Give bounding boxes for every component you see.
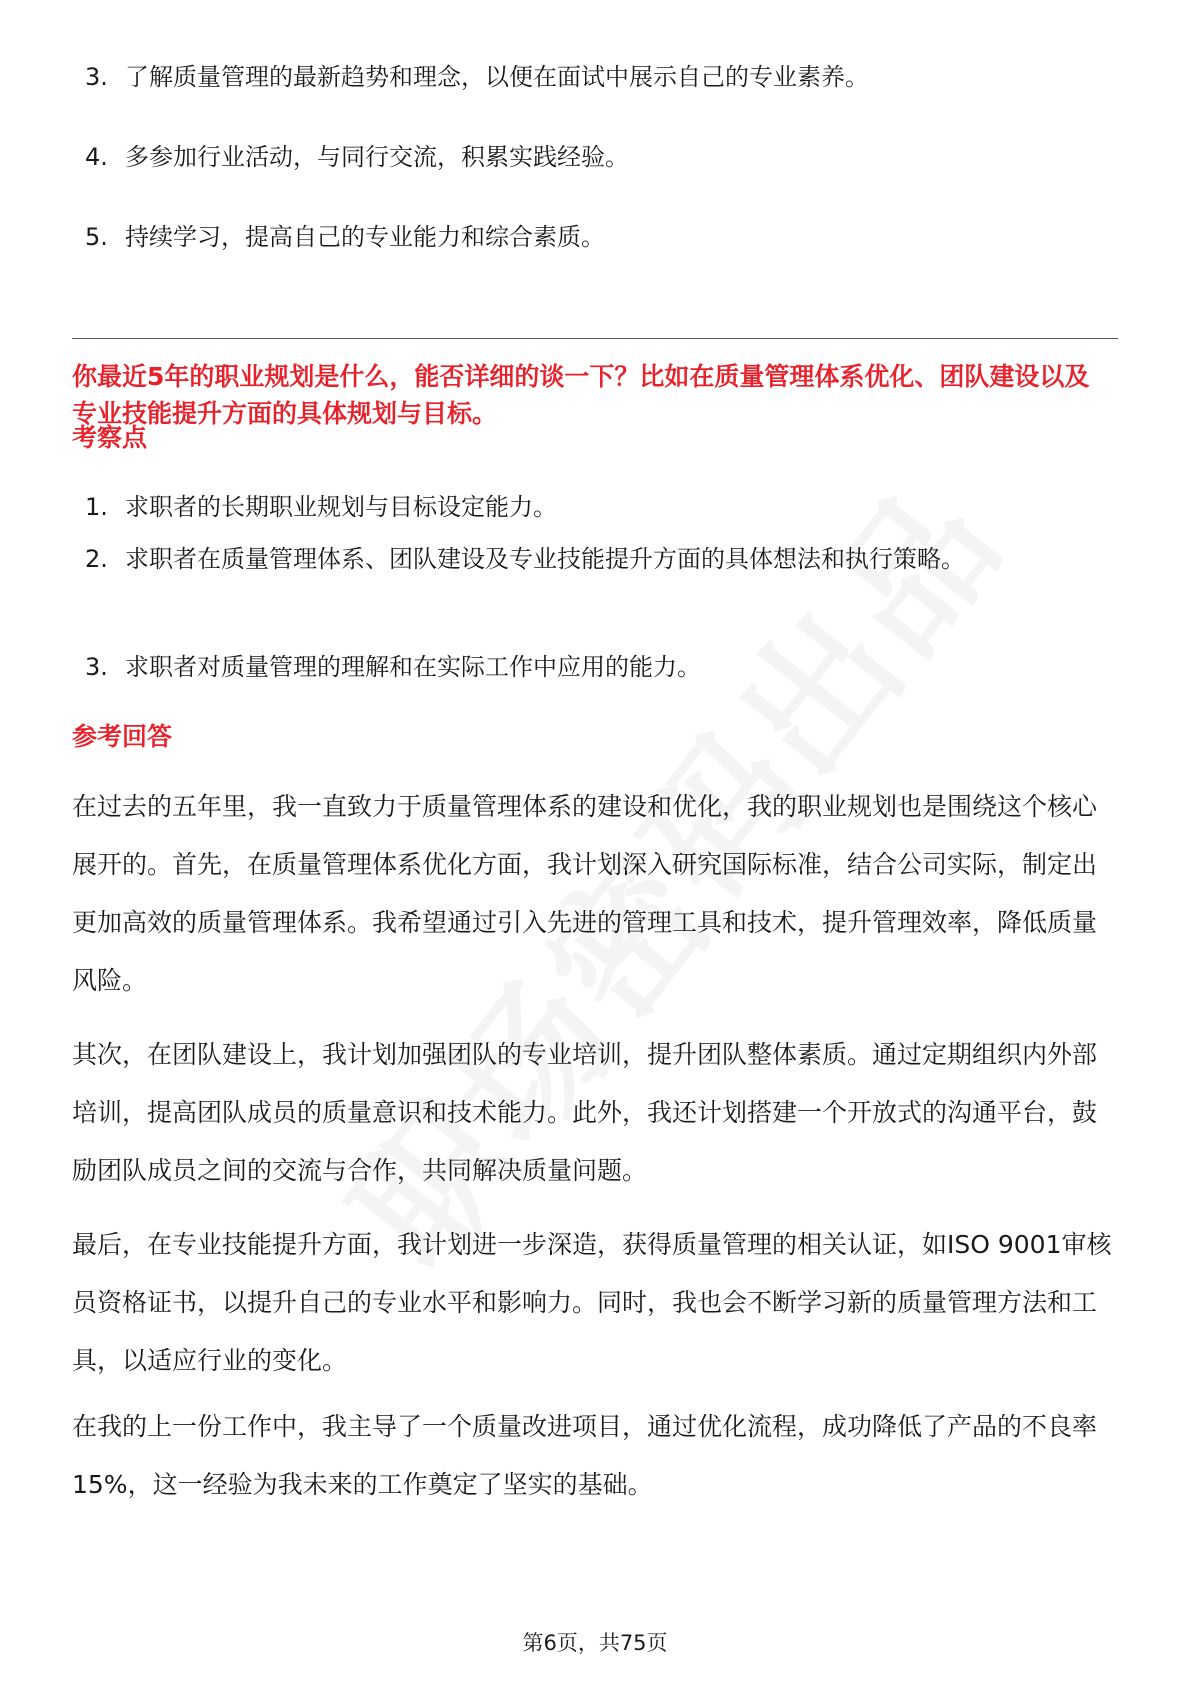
answer-paragraph: 在我的上一份工作中，我主导了一个质量改进项目，通过优化流程，成功降低了产品的不良率15%，这一经验为我未来的工作奠定了坚实的基础。: [72, 1412, 1098, 1499]
list-number: 3.: [85, 653, 108, 681]
list-text: 求职者的长期职业规划与目标设定能力。: [125, 493, 557, 521]
assessment-item: [85, 492, 1105, 522]
list-item: [85, 62, 1105, 92]
assessment-heading: 考察点: [72, 423, 148, 452]
list-text: 了解质量管理的最新趋势和理念，以便在面试中展示自己的专业素养。: [125, 63, 869, 91]
answer-paragraph: 在过去的五年里，我一直致力于质量管理体系的建设和优化，我的职业规划也是围绕这个核心展开的。首先，在质量管理体系优化方面，我计划深入研究国际标准，结合公司实际，制定出更加高效的质量管理体系。我希望通过引入先进的管理工具和技术，提升管理效率，降低质量风险。: [72, 792, 1098, 995]
section-divider: [72, 338, 1118, 339]
list-number: 3.: [85, 63, 108, 91]
assessment-item: [85, 652, 1105, 682]
list-number: 1.: [85, 493, 108, 521]
list-text: 持续学习，提高自己的专业能力和综合素质。: [125, 223, 605, 251]
list-number: 5.: [85, 223, 108, 251]
list-item: [85, 142, 1105, 172]
answer-paragraph: 其次，在团队建设上，我计划加强团队的专业培训，提升团队整体素质。通过定期组织内外部培训，提高团队成员的质量意识和技术能力。此外，我还计划搭建一个开放式的沟通平台，鼓励团队成员之间的交流与合作，共同解决质量问题。: [72, 1040, 1098, 1185]
list-text: 求职者对质量管理的理解和在实际工作中应用的能力。: [125, 653, 701, 681]
answer-paragraph: 最后，在专业技能提升方面，我计划进一步深造，获得质量管理的相关认证，如ISO 9001审核员资格证书，以提升自己的专业水平和影响力。同时，我也会不断学习新的质量管理方法和工具，以适应行业的变化。: [72, 1230, 1112, 1375]
list-number: 4.: [85, 143, 108, 171]
list-item: [85, 222, 1105, 252]
list-text: 多参加行业活动，与同行交流，积累实践经验。: [125, 143, 629, 171]
list-text: 求职者在质量管理体系、团队建设及专业技能提升方面的具体想法和执行策略。: [125, 545, 965, 573]
assessment-item: [85, 531, 1105, 587]
answer-heading: 参考回答: [72, 722, 173, 751]
page-footer: 第6页，共75页: [522, 1631, 668, 1655]
question-title: 你最近5年的职业规划是什么，能否详细的谈一下？比如在质量管理体系优化、团队建设以及专业技能提升方面的具体规划与目标。: [72, 362, 1090, 428]
list-number: 2.: [85, 545, 108, 573]
